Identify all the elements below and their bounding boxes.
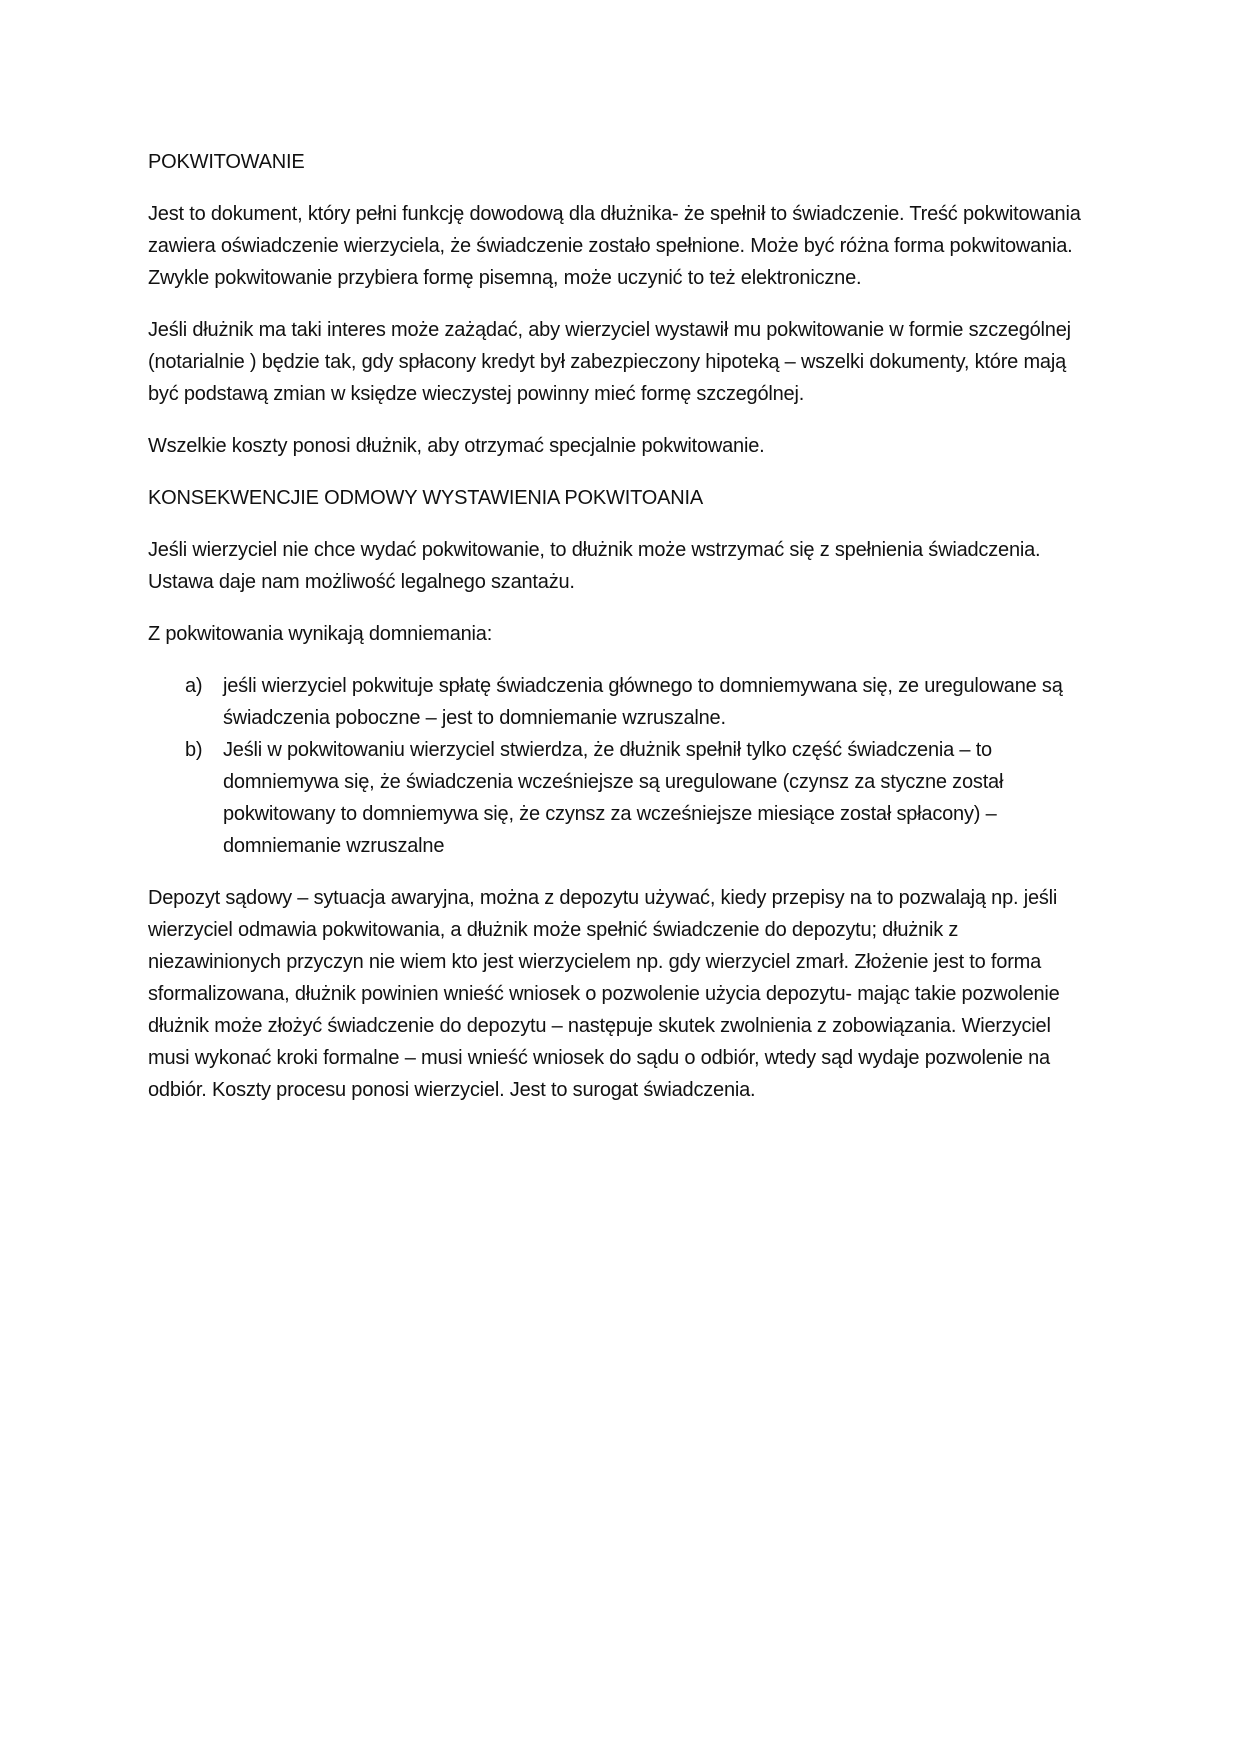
list-marker: b) [185,739,203,761]
section-heading-pokwitowanie: POKWITOWANIE [148,151,305,173]
paragraph-refusal: Jeśli wierzyciel nie chce wydać pokwitowanie, to dłużnik może wstrzymać się z spełnienia świadczenia. Ustawa daje nam możliwość legalnego szantażu. [148,539,1041,593]
paragraph-court-deposit: Depozyt sądowy – sytuacja awaryjna, można z depozytu używać, kiedy przepisy na to pozwalają np. jeśli wierzyciel odmawia pokwitowania, a dłużnik może spełnić świadczenie do depozytu; dłużnik z niezawinionych przyczyn nie wiem kto jest wierzycielem np. gdy wierzyciel zmarł. Złożenie jest to forma sformalizowana, dłużnik powinien wnieść wniosek o pozwolenie użycia depozytu- mając takie pozwolenie dłużnik może złożyć świadczenie do depozytu – następuje skutek zwolnienia z zobowiązania. Wierzyciel musi wykonać kroki formalne – musi wnieść wniosek do sądu o odbiór, wtedy sąd wydaje pozwolenie na odbiór. Koszty procesu ponosi wierzyciel. Jest to surogat świadczenia. [148,887,1060,1101]
presumptions-list [148,670,1088,862]
list-item-text: Jeśli w pokwitowaniu wierzyciel stwierdza, że dłużnik spełnił tylko część świadczenia – to domniemywa się, że świadczenia wcześniejsze są uregulowane (czynsz za styczne został pokwitowany to domniemywa się, że czynsz za wcześniejsze miesiące został spłacony) – domniemanie wzruszalne [223,739,1004,857]
paragraph-costs: Wszelkie koszty ponosi dłużnik, aby otrzymać specjalnie pokwitowanie. [148,435,765,457]
list-marker: a) [185,675,203,697]
document-body [148,146,1088,1126]
list-item [148,670,1088,734]
section-heading-consequences: KONSEKWENCJIE ODMOWY WYSTAWIENIA POKWITOANIA [148,487,703,509]
paragraph-presumptions-intro: Z pokwitowania wynikają domniemania: [148,623,493,645]
paragraph-special-form: Jeśli dłużnik ma taki interes może zażądać, aby wierzyciel wystawił mu pokwitowanie w formie szczególnej (notarialnie ) będzie tak, gdy spłacony kredyt był zabezpieczony hipoteką – wszelki dokumenty, które mają być podstawą zmian w księdze wieczystej powinny mieć formę szczególnej. [148,319,1071,405]
list-item [148,734,1088,862]
list-item-text: jeśli wierzyciel pokwituje spłatę świadczenia głównego to domniemywana się, ze uregulowane są świadczenia poboczne – jest to domniemanie wzruszalne. [223,675,1063,729]
paragraph-definition: Jest to dokument, który pełni funkcję dowodową dla dłużnika- że spełnił to świadczenie. Treść pokwitowania zawiera oświadczenie wierzyciela, że świadczenie zostało spełnione. Może być różna forma pokwitowania. Zwykle pokwitowanie przybiera formę pisemną, może uczynić to też elektroniczne. [148,203,1081,289]
